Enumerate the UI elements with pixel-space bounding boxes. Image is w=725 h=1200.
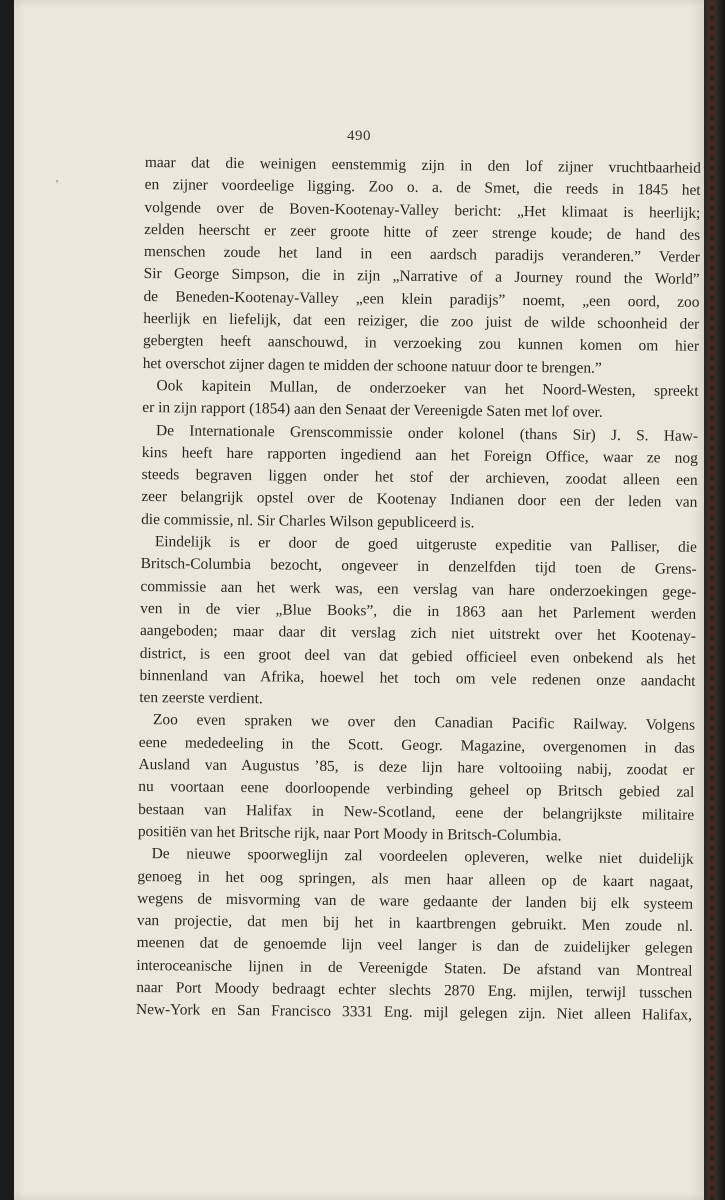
text-line: van projectie, dat men bij het in kaartbrengen gebruikt. Men zoude nl. [136,912,694,935]
text-line: meenen dat de genoemde lijn veel langer is dan de zuidelijker gelegen [136,934,693,958]
text-line: Britsch-Columbia bezocht, ongeveer in denzelfden tijd toen de Grens- [140,555,697,579]
text-line: kins heeft hare rapporten ingediend aan het Foreign Office, waar ze nog [141,443,698,467]
text-line: New-York en San Francisco 3331 Eng. mijl gelegen zijn. Niet alleen Halifax, [135,1001,693,1025]
text-line: district, is een groot deel van dat gebied officieel even onbekend als het [139,644,696,668]
text-line: commissie aan het werk was, een verslag van hare onderzoekingen gege- [140,577,697,601]
text-line: ven in de vier „Blue Books”, die in 1863 aan het Parlement werden [140,599,697,623]
text-line: binnenland van Afrika, hoewel het toch om vele redenen onze aandacht [139,666,696,690]
text-line: genoeg in het oog springen, als men haar alleen op de kaart nagaat, [137,867,694,891]
text-line: Zoo even spraken we over den Canadian Pacific Railway. Volgens [152,711,696,735]
text-line: Ook kapitein Mullan, de onderzoeker van het Noord-Westen, spreekt [156,377,699,400]
book-page [14,0,704,1200]
page-number: 490 [347,128,371,144]
text-line: en zijner voordeelige ligging. Zoo o. a. de Smet, die reeds in 1845 het [144,176,701,200]
text-line: er in zijn rapport (1854) aan den Senaat der Vereenigde Saten met lof over. [142,399,603,422]
text-line: steeds begraven liggen onder het stof der archieven, zoodat alleen een [141,466,698,489]
book-spine [704,0,725,1200]
text-line: zeer belangrijk opstel over de Kootenay Indianen door een der leden van [141,488,698,512]
text-line: Sir George Simpson, die in zijn „Narrative of a Journey round the World” [143,265,700,289]
text-line: nu voortaan eene doorloopende verbinding geheel op Britsch gebied zal [138,778,695,802]
text-line: De Internationale Grenscommissie onder kolonel (thans Sir) J. S. Haw- [155,421,699,445]
spine-binding-stripe [710,0,714,1200]
text-line: gebergten heeft aanschouwd, in verzoeking zou kunnen komen om hier [142,332,700,356]
text-line: zelden heerscht er zeer groote hitte of zeer strenge koude; de hand des [144,220,701,244]
text-line: het overschot zijner dagen te midden der schoone natuur door te brengen.” [142,354,602,377]
text-line: menschen zoude het land in een aardsch paradijs veranderen.” Verder [143,243,701,267]
text-line: die commissie, nl. Sir Charles Wilson gepubliceerd is. [141,510,475,532]
text-line: naar Port Moody bedraagt echter slechts 2870 Eng. mijlen, terwijl tusschen [136,978,693,1002]
margin-mark: ‚ [55,170,59,184]
text-line: eene mededeeling in the Scott. Geogr. Magazine, overgenomen in das [138,733,695,757]
text-line: aangeboden; maar daar dit verslag zich niet uitstrekt over het Kootenay- [139,622,697,646]
text-line: bestaan van Halifax in New-Scotland, eene der belangrijkste militaire [138,800,695,824]
text-line: De nieuwe spoorweglijn zal voordeelen opleveren, welke niet duidelijk [151,845,694,868]
text-line: maar dat die weinigen eenstemmig zijn in den lof zijner vruchtbaarheid [144,153,701,177]
text-line: heerlijk en liefelijk, dat een reiziger, die zoo juist de wilde schoonheid der [143,310,700,333]
text-line: wegens de misvorming van de ware gedaante der landen bij elk systeem [137,889,694,913]
text-line: positiën van het Britsche rijk, naar Port Moody in Britsch-Columbia. [137,822,562,845]
text-line: interoceanische lijnen in de Vereenigde Staten. De afstand van Montreal [136,956,693,980]
text-line: volgende over de Boven-Kootenay-Valley bericht: „Het klimaat is heerlijk; [144,198,701,222]
text-line: Ausland van Augustus ’85, is deze lijn hare voltooiing nabij, zoodat er [138,755,695,779]
text-line: Eindelijk is er door de goed uitgeruste expeditie van Palliser, die [154,533,697,556]
body-text [136,152,701,1027]
text-line: ten zeerste verdient. [139,689,263,708]
text-line: de Beneden-Kootenay-Valley „een klein paradijs” noemt, „een oord, zoo [143,287,700,311]
